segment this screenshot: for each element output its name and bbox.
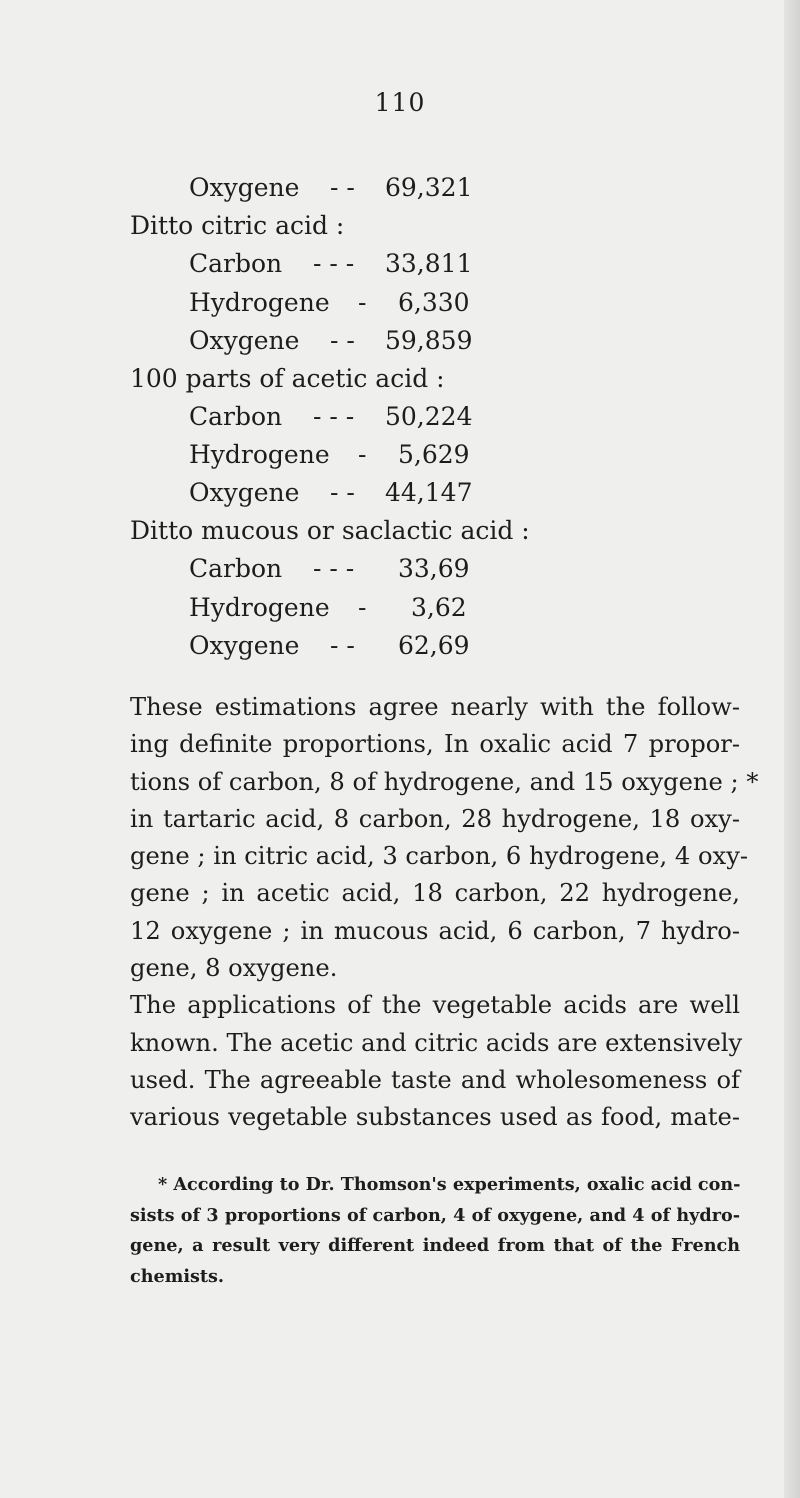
body-line: ing definite proportions, In oxalic acid 7 propor-: [130, 730, 740, 759]
element-value: 44,147: [385, 478, 473, 507]
element-value: 50,224: [385, 402, 473, 431]
leader-dashes: - - -: [313, 249, 355, 278]
element-name: Oxygene: [189, 173, 300, 202]
body-text: [130, 689, 759, 1137]
leader-dashes: - - -: [313, 554, 355, 583]
body-line: 12 oxygene ; in mucous acid, 6 carbon, 7 hydro-: [130, 916, 740, 945]
element-value: 59,859: [385, 326, 473, 355]
section-heading: 100 parts of acetic acid :: [130, 364, 445, 393]
page-edge: [784, 0, 800, 1498]
element-name: Carbon: [189, 554, 283, 583]
section-heading: Ditto citric acid :: [130, 211, 345, 240]
footnote-line: chemists.: [130, 1265, 225, 1287]
element-name: Hydrogene: [189, 288, 330, 317]
section-heading: Ditto mucous or saclactic acid :: [130, 516, 530, 545]
footnote-line: * According to Dr. Thomson's experiments, oxalic acid con-: [158, 1174, 741, 1195]
element-value: 6,330: [398, 288, 470, 317]
element-name: Carbon: [189, 249, 283, 278]
element-value: 69,321: [385, 173, 473, 202]
element-name: Oxygene: [189, 326, 300, 355]
element-name: Hydrogene: [189, 593, 330, 622]
body-line: These estimations agree nearly with the follow-: [130, 693, 740, 721]
element-name: Carbon: [189, 402, 283, 431]
body-line: tions of carbon, 8 of hydrogene, and 15 oxygene ; *: [130, 767, 759, 796]
leader-dashes: - -: [330, 173, 355, 202]
element-value: 62,69: [398, 631, 470, 660]
body-line: various vegetable substances used as food, mate-: [130, 1103, 740, 1132]
leader-dashes: - - -: [313, 402, 355, 431]
body-line: gene ; in acetic acid, 18 carbon, 22 hydrogene,: [130, 879, 740, 908]
footnote-line: gene, a result very different indeed from that of the French: [130, 1235, 740, 1256]
body-line: gene, 8 oxygene.: [130, 954, 338, 983]
element-value: 3,62: [411, 593, 467, 622]
element-name: Hydrogene: [189, 440, 330, 469]
element-value: 5,629: [398, 440, 470, 469]
footnote-line: sists of 3 proportions of carbon, 4 of oxygene, and 4 of hydro-: [130, 1204, 740, 1226]
element-name: Oxygene: [189, 631, 300, 660]
body-line: in tartaric acid, 8 carbon, 28 hydrogene, 18 oxy-: [130, 804, 740, 833]
leader-dashes: -: [358, 593, 367, 622]
element-name: Oxygene: [189, 478, 300, 507]
page-number: 110: [374, 88, 426, 117]
leader-dashes: -: [358, 288, 367, 317]
body-line: gene ; in citric acid, 3 carbon, 6 hydrogene, 4 oxy-: [130, 842, 749, 871]
element-value: 33,811: [385, 249, 473, 278]
body-line: known. The acetic and citric acids are extensively: [130, 1028, 743, 1057]
leader-dashes: -: [358, 440, 367, 469]
footnote: [130, 1170, 740, 1292]
element-value: 33,69: [398, 554, 470, 583]
body-line: The applications of the vegetable acids are well: [130, 991, 740, 1020]
leader-dashes: - -: [330, 631, 355, 660]
body-line: used. The agreeable taste and wholesomeness of: [130, 1065, 740, 1094]
leader-dashes: - -: [330, 326, 355, 355]
leader-dashes: - -: [330, 478, 355, 507]
